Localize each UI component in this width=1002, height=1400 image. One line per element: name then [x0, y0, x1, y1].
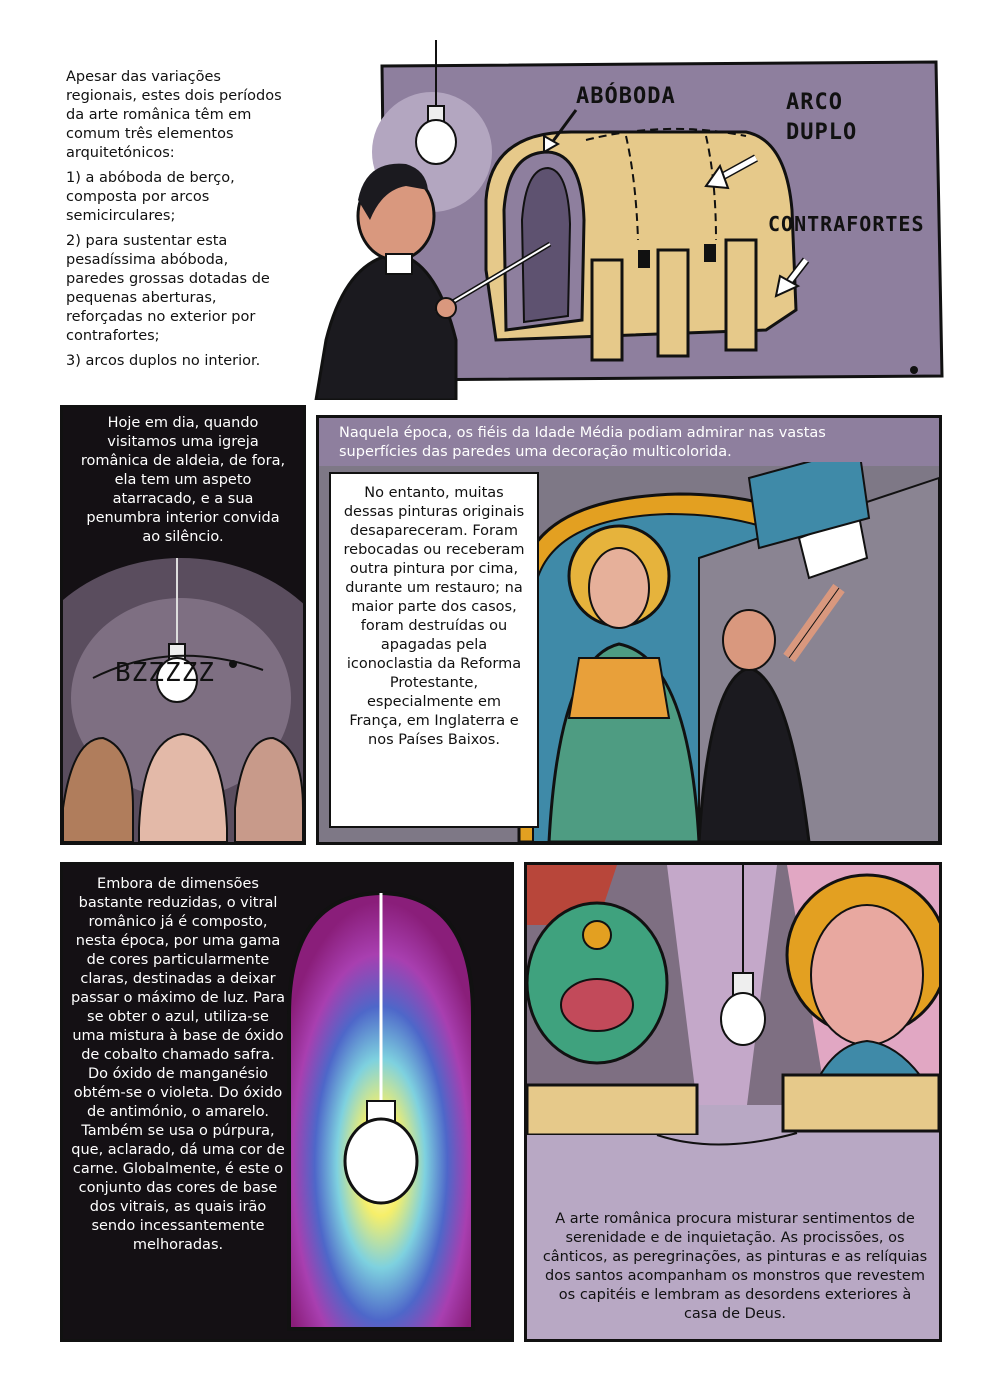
panel2-caption: Hoje em dia, quando visitamos uma igreja românica de aldeia, de fora, ela tem um aspeto atarracado, e a sua penumbra interior convida ao silêncio. — [80, 415, 286, 545]
intro-paragraph-4: 3) arcos duplos no interior. — [66, 353, 261, 369]
panel4-caption: Embora de dimensões bastante reduzidas, o vitral românico já é composto, nesta época, por uma gama de cores particularmente claras, destinadas a deixar passar o máximo de luz. Para se obter o azul, utiliza-se uma mistura à base de óxido de cobalto chamado safra. Do óxido de manganésio obtém-se o violeta. Do óxido de antimónio, o amarelo. Também se usa o púrpura, que, aclarado, dá uma cor de carne. Globalmente, é este o conjunto das cores de base dos vitrais, as quais irão sendo incessantemente melhoradas. — [71, 876, 285, 1253]
intro-paragraph-3: 2) para sustentar esta pesadíssima abóboda, paredes grossas dotadas de pequenas aberturas, reforçadas no exterior por contrafortes; — [66, 233, 270, 344]
label-duplo: DUPLO — [786, 120, 858, 145]
intro-paragraph-1: Apesar das variações regionais, estes dois períodos da arte românica têm em comum três elementos arquitetónicos: — [66, 69, 282, 161]
panel3-caption-inner: No entanto, muitas dessas pinturas originais desapareceram. Foram rebocadas ou receberam outra pintura por cima, durante um restauro; na maior parte dos casos, foram destruídas ou apagadas pela iconoclastia da Reforma Protestante, especialmente em França, em Inglaterra e nos Países Baixos. — [343, 485, 525, 748]
panel-wall-paintings — [316, 415, 942, 845]
label-contrafortes: CONTRAFORTES — [768, 212, 925, 236]
label-arco: ARCO — [786, 90, 843, 115]
sound-effect-bzz: BZZZZZ — [115, 658, 215, 688]
panel-village-church — [60, 405, 306, 845]
intro-paragraph-2: 1) a abóboda de berço, composta por arcos semicirculares; — [66, 170, 235, 224]
panel-monster-saint — [524, 862, 942, 1342]
panel3-caption-top: Naquela época, os fiéis da Idade Média podiam admirar nas vastas superfícies das paredes uma decoração multicolorida. — [339, 424, 899, 462]
panel-vault-diagram — [286, 40, 950, 400]
panel5-caption: A arte românica procura misturar sentimentos de serenidade e de inquietação. As procissões, os cânticos, as peregrinações, as pinturas e as relíquias dos santos acompanham os monstros que revestem os capitéis e lembram as desordens exteriores à casa de Deus. — [542, 1211, 928, 1322]
panel3-caption-inner-box — [329, 472, 539, 828]
panel-stained-glass — [60, 862, 514, 1342]
intro-text — [66, 68, 286, 377]
label-abobada: ABÓBODA — [576, 84, 676, 109]
